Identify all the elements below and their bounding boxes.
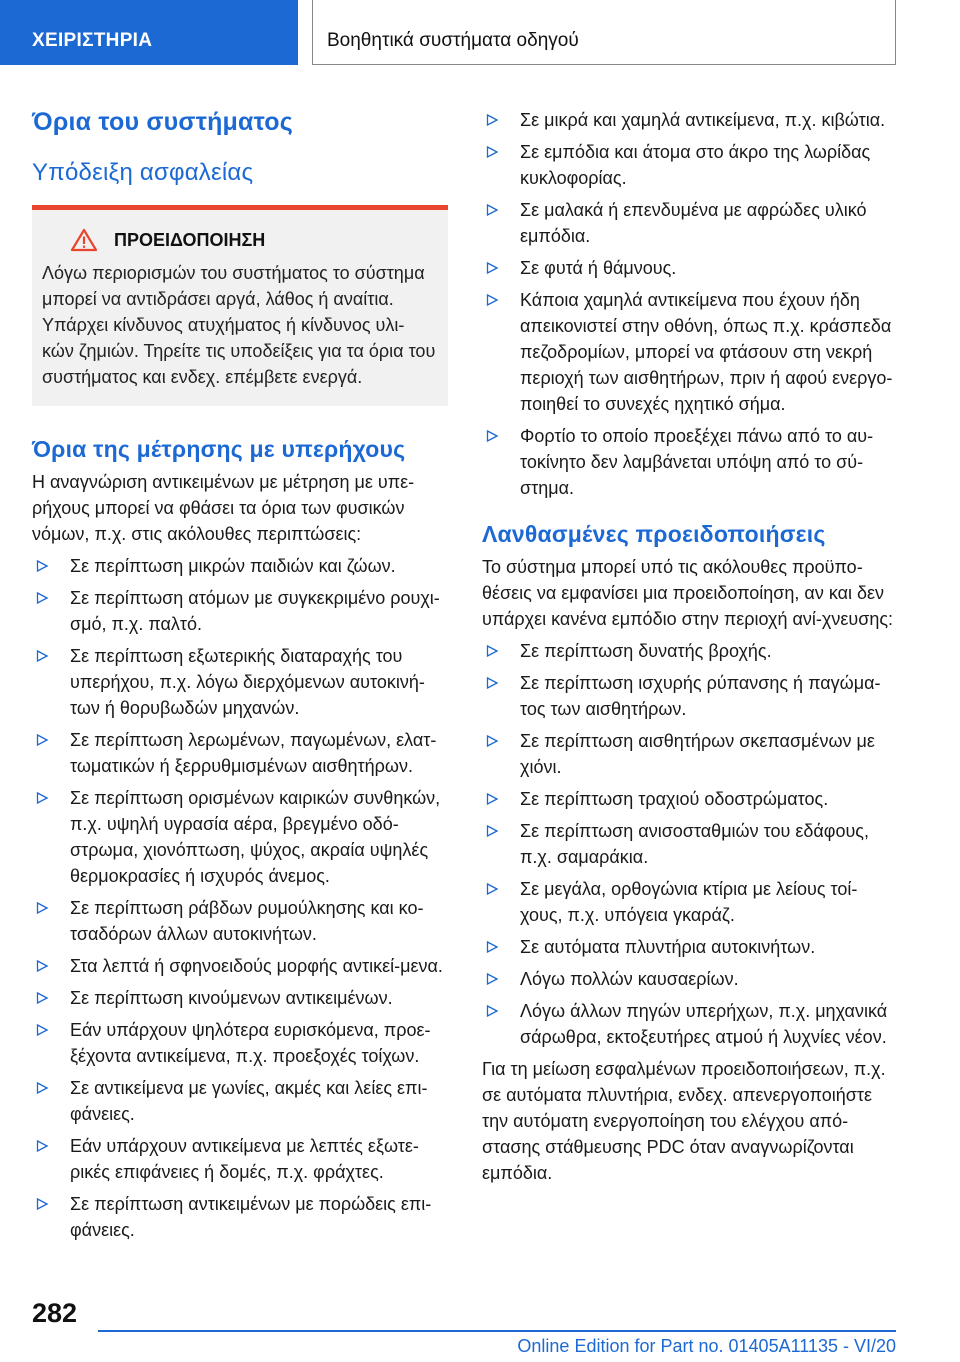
- list-item-text: Σε περίπτωση ανισοσταθμιών του εδάφους, π.χ. σαμαράκια.: [520, 821, 869, 867]
- triangle-bullet-icon: [486, 146, 498, 158]
- triangle-bullet-icon: [486, 793, 498, 805]
- list-item: [482, 287, 898, 417]
- list-item-text: Σε μαλακά ή επενδυμένα με αφρώδες υλικό εμπόδια.: [520, 200, 867, 246]
- triangle-bullet-icon: [486, 677, 498, 689]
- triangle-bullet-icon: [36, 792, 48, 804]
- list-item: [32, 1075, 448, 1127]
- list-item: [482, 197, 898, 249]
- warning-triangle-icon: [70, 228, 98, 252]
- triangle-bullet-icon: [486, 973, 498, 985]
- triangle-bullet-icon: [36, 902, 48, 914]
- triangle-bullet-icon: [486, 204, 498, 216]
- false-warnings-outro: Για τη μείωση εσφαλμένων προειδοποιήσεων, π.χ. σε αυτόματα πλυντήρια, ενδεχ. απενεργοποιήστε την αυτόματη ενεργοποίηση του ελέγχου από-στασης στάθμευσης PDC όταν αναγνωρίζονται εμπόδια.: [482, 1059, 886, 1183]
- list-item-text: Σε περίπτωση ράβδων ρυμούλκησης και κο-τσαδόρων άλλων αυτοκινήτων.: [70, 898, 424, 944]
- list-item: [32, 1133, 448, 1185]
- list-item: [32, 953, 448, 979]
- triangle-bullet-icon: [486, 294, 498, 306]
- ultrasound-section-title: Όρια της μέτρησης με υπερήχους: [32, 436, 406, 462]
- list-item-text: Σε περίπτωση ορισμένων καιρικών συνθηκών, π.χ. υψηλή υγρασία αέρα, βρεγμένο οδό-στρωμα, χιονόπτωση, ψύχος, ακραία υψηλές θερμοκρασίες ή ισχυρός άνεμος.: [70, 788, 441, 886]
- ultrasound-list: [32, 553, 448, 1243]
- triangle-bullet-icon: [486, 1005, 498, 1017]
- warning-text: Λόγω περιορισμών του συστήματος το σύστημα μπορεί να αντιδράσει αργά, λάθος ή αναίτια. Υπάρχει κίνδυνος ατυχήματος ή κίνδυνος υλι-κών ζημιών. Τηρείτε τις υποδείξεις για τα όρια του συστήματος και ενδεχ. επέμβετε ενεργά.: [42, 263, 436, 387]
- triangle-bullet-icon: [36, 1082, 48, 1094]
- list-item-text: Σε περίπτωση μικρών παιδιών και ζώων.: [70, 556, 396, 576]
- list-item-text: Σε περίπτωση ισχυρής ρύπανσης ή παγώμα-τος των αισθητήρων.: [520, 673, 881, 719]
- list-item-text: Σε φυτά ή θάμνους.: [520, 258, 677, 278]
- list-item-text: Σε περίπτωση αντικειμένων με πορώδεις επι-φάνειες.: [70, 1194, 432, 1240]
- list-item-text: Σε περίπτωση λερωμένων, παγωμένων, ελατ-τωματικών ή ξερρυθμισμένων αισθητήρων.: [70, 730, 437, 776]
- ultrasound-list-continued: [482, 107, 898, 501]
- triangle-bullet-icon: [36, 734, 48, 746]
- list-item: [482, 876, 898, 928]
- list-item: [482, 786, 898, 812]
- triangle-bullet-icon: [36, 560, 48, 572]
- list-item: [32, 895, 448, 947]
- list-item-text: Σε περίπτωση δυνατής βροχής.: [520, 641, 772, 661]
- triangle-bullet-icon: [486, 883, 498, 895]
- list-item: [32, 727, 448, 779]
- list-item: [32, 643, 448, 721]
- triangle-bullet-icon: [486, 825, 498, 837]
- list-item-text: Σε περίπτωση κινούμενων αντικειμένων.: [70, 988, 393, 1008]
- section-tab[interactable]: ΧΕΙΡΙΣΤΗΡΙΑ: [0, 0, 298, 65]
- list-item-text: Φορτίο το οποίο προεξέχει πάνω από το αυ-τοκίνητο δεν λαμβάνεται υπόψη από το σύ-στημα.: [520, 426, 874, 498]
- list-item-text: Λόγω άλλων πηγών υπερήχων, π.χ. μηχανικά σάρωθρα, εκτοξευτήρες ατμού ή λυχνίες νέον.: [520, 1001, 888, 1047]
- warning-label: ΠΡΟΕΙΔΟΠΟΙΗΣΗ: [114, 229, 266, 250]
- triangle-bullet-icon: [486, 941, 498, 953]
- list-item-text: Εάν υπάρχουν ψηλότερα ευρισκόμενα, προε-ξέχοντα αντικείμενα, π.χ. προεξοχές τοίχων.: [70, 1020, 431, 1066]
- triangle-bullet-icon: [36, 1024, 48, 1036]
- triangle-bullet-icon: [486, 430, 498, 442]
- triangle-bullet-icon: [486, 262, 498, 274]
- list-item: [482, 998, 898, 1050]
- triangle-bullet-icon: [36, 1198, 48, 1210]
- ultrasound-intro: Η αναγνώριση αντικειμένων με μέτρηση με υπε-ρήχους μπορεί να φθάσει τα όρια των φυσικών νόμων, π.χ. στις ακόλουθες περιπτώσεις:: [32, 472, 415, 544]
- list-item-text: Σε περίπτωση εξωτερικής διαταραχής του υπερήχου, π.χ. λόγω διερχόμενων αυτοκινή-των ή θορυβωδών μηχανών.: [70, 646, 425, 718]
- list-item-text: Σε περίπτωση αισθητήρων σκεπασμένων με χιόνι.: [520, 731, 875, 777]
- list-item: [482, 638, 898, 664]
- list-item-text: Εάν υπάρχουν αντικείμενα με λεπτές εξωτε-ρικές επιφάνειες ή δομές, π.χ. φράχτες.: [70, 1136, 419, 1182]
- list-item: [482, 255, 898, 281]
- list-item: [32, 1017, 448, 1069]
- triangle-bullet-icon: [36, 960, 48, 972]
- triangle-bullet-icon: [36, 992, 48, 1004]
- list-item: [32, 585, 448, 637]
- warning-box: [32, 205, 448, 406]
- list-item: [32, 1191, 448, 1243]
- list-item: [482, 966, 898, 992]
- list-item-text: Κάποια χαμηλά αντικείμενα που έχουν ήδη απεικονιστεί στην οθόνη, όπως π.χ. κράσπεδα πεζοδρομίων, μπορεί να φτάσουν στη νεκρή περιοχή των αισθητήρων, πριν ή αφού ενεργο-ποιηθεί το συνεχές ηχητικό σήμα.: [520, 290, 893, 414]
- triangle-bullet-icon: [486, 735, 498, 747]
- warning-heading: [42, 228, 436, 252]
- list-item-text: Στα λεπτά ή σφηνοειδούς μορφής αντικεί-μενα.: [70, 956, 443, 976]
- false-warnings-section: [482, 521, 898, 1186]
- list-item: [482, 423, 898, 501]
- footer-rule: [98, 1330, 896, 1332]
- list-item: [482, 934, 898, 960]
- list-item-text: Σε περίπτωση τραχιού οδοστρώματος.: [520, 789, 829, 809]
- ultrasound-section: [32, 436, 448, 1243]
- page-number: 282: [32, 1298, 78, 1328]
- triangle-bullet-icon: [36, 592, 48, 604]
- triangle-bullet-icon: [36, 650, 48, 662]
- triangle-bullet-icon: [486, 114, 498, 126]
- list-item-text: Σε αυτόματα πλυντήρια αυτοκινήτων.: [520, 937, 816, 957]
- list-item: [32, 985, 448, 1011]
- list-item: [32, 785, 448, 889]
- false-warnings-intro: Το σύστημα μπορεί υπό τις ακόλουθες προϋπο-θέσεις να εμφανίσει μια προειδοποίηση, αν και δεν υπάρχει κανένα εμπόδιο στην περιοχή ανί-χνευσης:: [482, 557, 894, 629]
- list-item: [482, 670, 898, 722]
- list-item: [482, 818, 898, 870]
- edition-note: Online Edition for Part no. 01405A11135 - VI/20: [517, 1336, 896, 1356]
- chapter-title: Βοηθητικά συστήματα οδηγού: [312, 0, 896, 65]
- page-title: Όρια του συστήματος: [32, 108, 293, 136]
- false-warnings-list: [482, 638, 898, 1050]
- list-item-text: Λόγω πολλών καυσαερίων.: [520, 969, 739, 989]
- list-item-text: Σε μικρά και χαμηλά αντικείμενα, π.χ. κιβώτια.: [520, 110, 886, 130]
- list-item-text: Σε εμπόδια και άτομα στο άκρο της λωρίδας κυκλοφορίας.: [520, 142, 871, 188]
- list-item: [32, 553, 448, 579]
- list-item-text: Σε περίπτωση ατόμων με συγκεκριμένο ρουχι-σμό, π.χ. παλτό.: [70, 588, 440, 634]
- left-column: [32, 100, 448, 1249]
- list-item-text: Σε μεγάλα, ορθογώνια κτίρια με λείους τοί-χους, π.χ. υπόγεια γκαράζ.: [520, 879, 858, 925]
- list-item: [482, 728, 898, 780]
- list-item: [482, 107, 898, 133]
- safety-subtitle: Υπόδειξη ασφαλείας: [32, 159, 254, 186]
- triangle-bullet-icon: [486, 645, 498, 657]
- false-warnings-title: Λανθασμένες προειδοποιήσεις: [482, 521, 826, 547]
- right-column: [482, 100, 898, 1186]
- list-item-text: Σε αντικείμενα με γωνίες, ακμές και λείες επι-φάνειες.: [70, 1078, 428, 1124]
- list-item: [482, 139, 898, 191]
- triangle-bullet-icon: [36, 1140, 48, 1152]
